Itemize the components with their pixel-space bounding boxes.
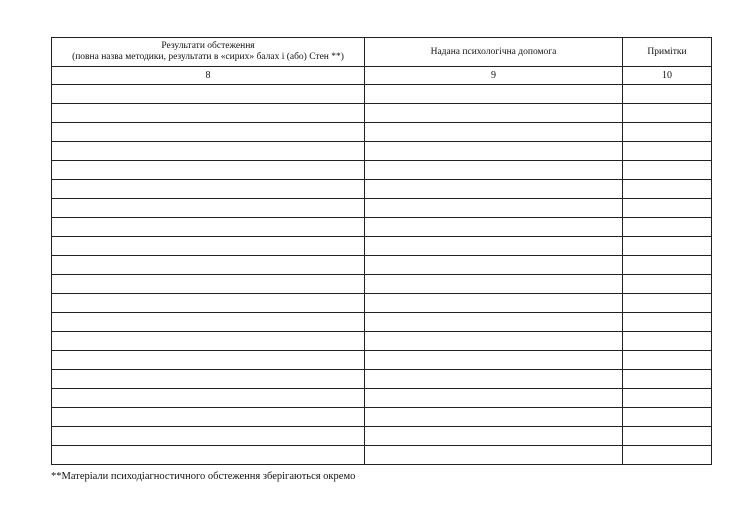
header-help-title: Надана психологічна допомога (430, 46, 557, 57)
table-cell (623, 408, 712, 427)
table-cell (623, 427, 712, 446)
table-cell (365, 332, 623, 351)
table-cell (365, 142, 623, 161)
column-number-9: 9 (365, 67, 623, 85)
footnote: **Матеріали психодіагностичного обстеження зберігаються окремо (51, 471, 356, 482)
header-results (52, 38, 365, 67)
table-cell (623, 180, 712, 199)
table-row (52, 104, 712, 123)
table-cell (365, 313, 623, 332)
table-cell (52, 427, 365, 446)
table-cell (52, 408, 365, 427)
table-row (52, 313, 712, 332)
table-cell (365, 237, 623, 256)
table-cell (623, 85, 712, 104)
table-row (52, 408, 712, 427)
column-number-row (52, 67, 712, 85)
table-row (52, 237, 712, 256)
table-cell (623, 104, 712, 123)
table-cell (52, 294, 365, 313)
table-cell (365, 427, 623, 446)
table-row (52, 351, 712, 370)
table-row (52, 142, 712, 161)
table-cell (623, 275, 712, 294)
table-cell (52, 351, 365, 370)
table-cell (52, 256, 365, 275)
table-row (52, 275, 712, 294)
table-cell (52, 446, 365, 465)
table-cell (52, 85, 365, 104)
table-cell (623, 446, 712, 465)
table-cell (623, 161, 712, 180)
header-row (52, 38, 712, 67)
table-cell (365, 180, 623, 199)
table-cell (623, 332, 712, 351)
table-cell (365, 161, 623, 180)
table-cell (623, 351, 712, 370)
table-row (52, 332, 712, 351)
table-cell (52, 237, 365, 256)
table-cell (52, 123, 365, 142)
table-cell (365, 85, 623, 104)
table-cell (623, 389, 712, 408)
table-cell (365, 446, 623, 465)
table-cell (52, 313, 365, 332)
table-cell (365, 370, 623, 389)
column-number-10: 10 (623, 67, 712, 85)
table-cell (365, 294, 623, 313)
table-row (52, 180, 712, 199)
table-body (52, 85, 712, 465)
header-help (365, 38, 623, 67)
table-row (52, 85, 712, 104)
table-cell (52, 389, 365, 408)
table-header (52, 38, 712, 85)
table-row (52, 389, 712, 408)
table-cell (365, 275, 623, 294)
table-cell (365, 351, 623, 370)
header-notes (623, 38, 712, 67)
table-cell (623, 256, 712, 275)
table-cell (365, 389, 623, 408)
table-row (52, 161, 712, 180)
table-cell (365, 123, 623, 142)
table-cell (623, 237, 712, 256)
table-row (52, 199, 712, 218)
table-cell (623, 294, 712, 313)
table-cell (623, 142, 712, 161)
table-cell (623, 370, 712, 389)
table-cell (52, 199, 365, 218)
table-cell (52, 142, 365, 161)
table-cell (365, 104, 623, 123)
column-number-8: 8 (52, 67, 365, 85)
table-row (52, 256, 712, 275)
table-cell (623, 199, 712, 218)
table-cell (623, 123, 712, 142)
table-row (52, 446, 712, 465)
header-notes-title: Примітки (647, 46, 687, 57)
table-cell (623, 218, 712, 237)
table-cell (365, 408, 623, 427)
table-cell (365, 256, 623, 275)
table-cell (52, 370, 365, 389)
results-table (51, 37, 712, 465)
table-cell (365, 199, 623, 218)
table-cell (52, 275, 365, 294)
table-cell (52, 104, 365, 123)
table-cell (52, 180, 365, 199)
table-row (52, 370, 712, 389)
table-row (52, 123, 712, 142)
table-cell (52, 332, 365, 351)
table-row (52, 218, 712, 237)
header-results-title: Результати обстеження (161, 41, 255, 51)
table-cell (623, 313, 712, 332)
table-row (52, 427, 712, 446)
table-cell (52, 161, 365, 180)
table-cell (365, 218, 623, 237)
header-results-subtitle: (повна назва методики, результати в «сирих» балах і (або) Стен **) (72, 52, 344, 62)
table-cell (52, 218, 365, 237)
table-row (52, 294, 712, 313)
